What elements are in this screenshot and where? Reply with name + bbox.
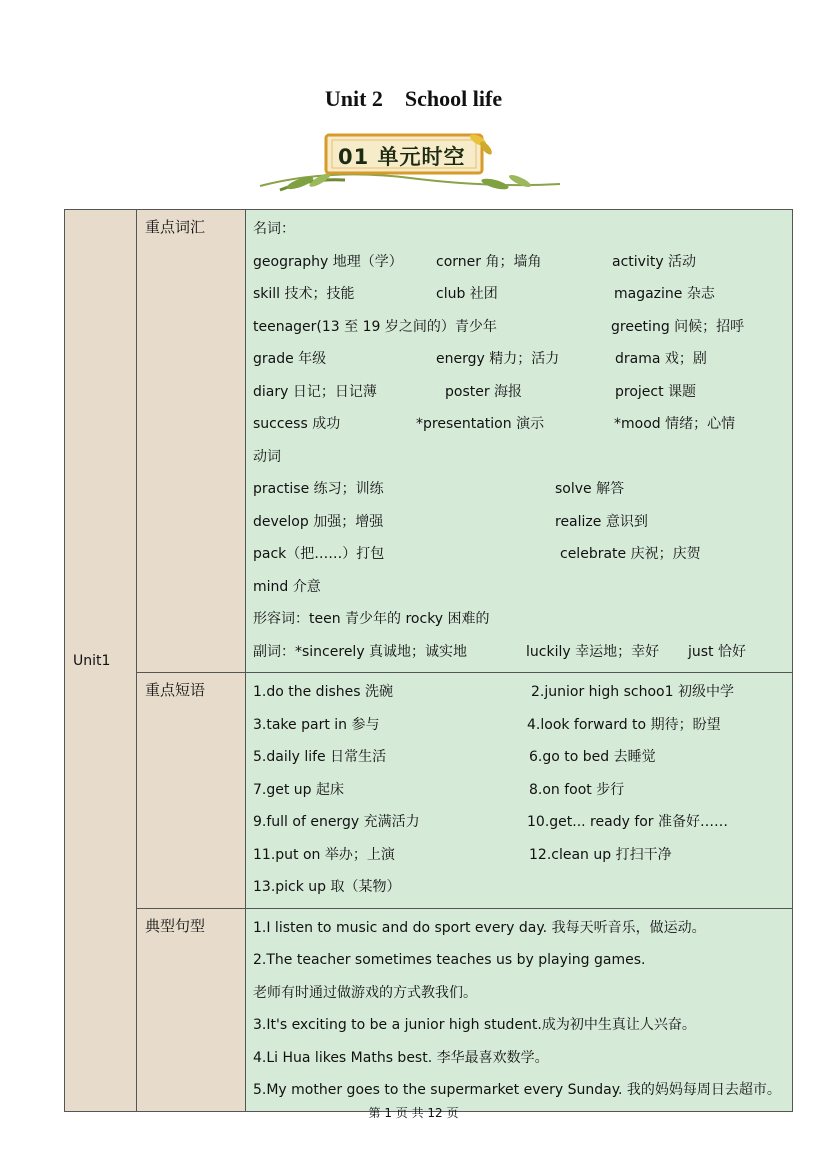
list-item: 1.do the dishes 洗碗 2.junior high schoo1 初级中学	[253, 684, 734, 700]
list-item: teenager(13 至 19 岁之间的）青少年 greeting 问候；招呼	[253, 318, 745, 335]
list-item: geography 地理（学） corner 角；墙角 activity 活动	[253, 253, 697, 270]
list-item: 4.Li Hua likes Maths best. 李华最喜欢数学。	[253, 1049, 549, 1066]
list-item: pack（把……）打包 celebrate 庆祝；庆贺	[253, 546, 701, 562]
unit-label: Unit1	[65, 210, 137, 1112]
page-title: Unit 2 School life	[324, 86, 503, 111]
list-item: 5.daily life 日常生活 6.go to bed 去睡觉	[253, 749, 656, 765]
list-item: develop 加强；增强 realize 意识到	[253, 513, 648, 530]
list-item: diary 日记；日记薄 poster 海报 project 课题	[253, 383, 697, 400]
list-item: grade 年级 energy 精力；活力 drama 戏；剧	[253, 351, 707, 367]
section-banner-text: 01 单元时空	[338, 145, 466, 169]
list-item: 3.It's exciting to be a junior high student.成为初中生真让人兴奋。	[253, 1017, 696, 1034]
list-item: 1.I listen to music and do sport every day. 我每天听音乐，做运动。	[253, 919, 706, 936]
list-item: practise 练习；训练 solve 解答	[253, 481, 625, 497]
list-item: 2.The teacher sometimes teaches us by playing games.	[253, 952, 646, 969]
list-item: 5.My mother goes to the supermarket every Sunday. 我的妈妈每周日去超市。	[253, 1082, 781, 1099]
phrases-category-label: 重点短语	[137, 673, 246, 909]
sentences-content	[246, 908, 793, 1112]
list-item: 13.pick up 取（某物）	[253, 879, 401, 895]
list-item: success 成功 *presentation 演示 *mood 情绪；心情	[253, 416, 736, 432]
list-item: 副词：*sincerely 真诚地；诚实地 luckily 幸运地；幸好 just 恰好	[253, 643, 746, 660]
list-item: skill 技术；技能 club 社团 magazine 杂志	[253, 286, 715, 302]
vocab-category-label: 重点词汇	[137, 210, 246, 673]
sentences-category-label: 典型句型	[137, 908, 246, 1112]
list-item: 形容词：teen 青少年的 rocky 困难的	[253, 611, 490, 627]
unit-summary-table	[64, 209, 793, 1112]
list-item: 9.full of energy 充满活力 10.get... ready for 准备好……	[253, 814, 729, 830]
list-item: 7.get up 起床 8.on foot 步行	[253, 781, 625, 798]
phrases-content	[246, 673, 793, 909]
list-item: 11.put on 举办；上演 12.clean up 打扫干净	[253, 846, 672, 863]
page-footer: 第 1 页 共 12 页	[368, 1106, 459, 1120]
list-item: 老师有时通过做游戏的方式教我们。	[253, 984, 477, 1001]
list-item: 名词：	[253, 221, 295, 237]
list-item: 3.take part in 参与 4.look forward to 期待；盼望	[253, 716, 721, 733]
vocab-content	[246, 210, 793, 673]
list-item: mind 介意	[253, 578, 321, 595]
list-item: 动词	[253, 448, 281, 465]
